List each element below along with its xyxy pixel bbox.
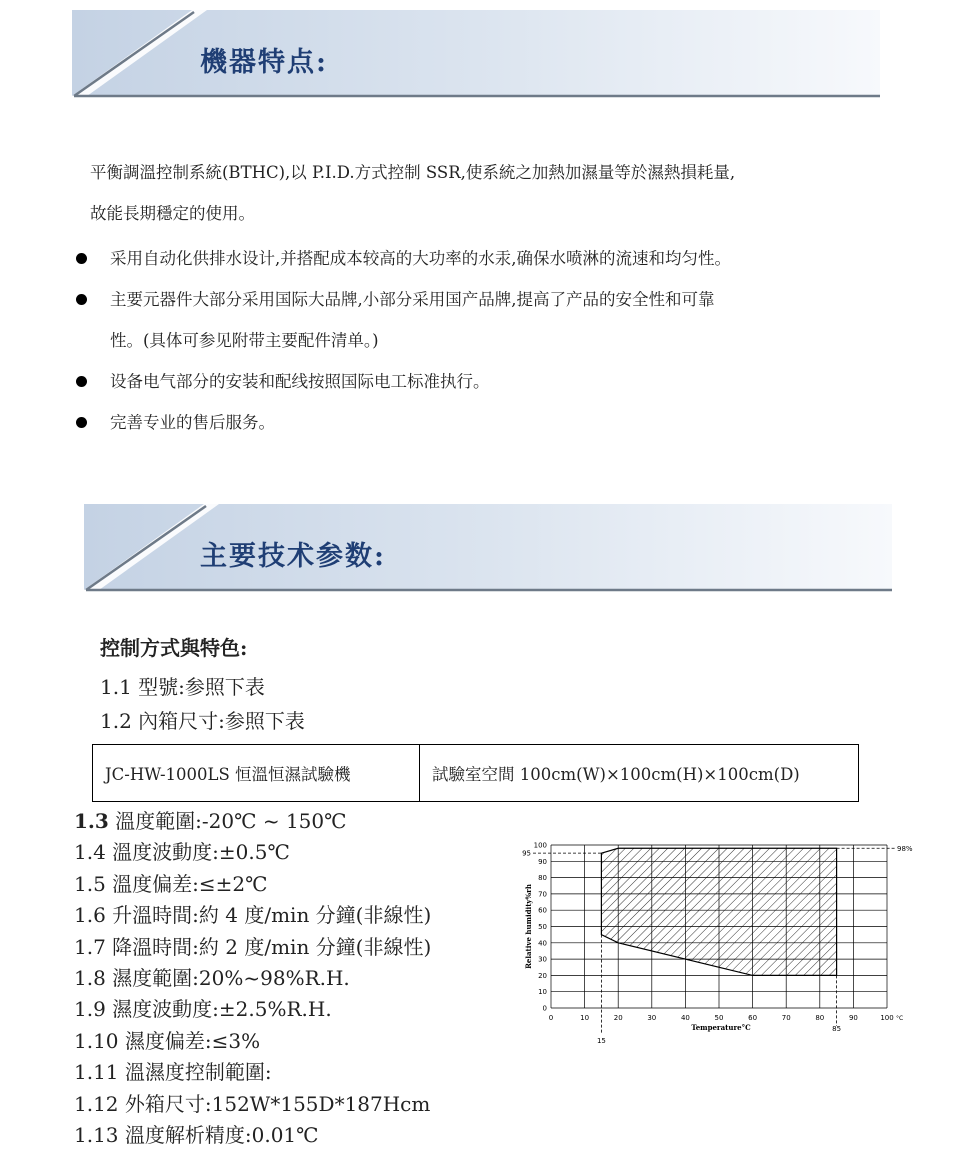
parameter-item bbox=[74, 1089, 431, 1120]
y-tick-label: 60 bbox=[538, 906, 547, 915]
x-tick-label: 10 bbox=[580, 1014, 590, 1022]
intro-line: 平衡調溫控制系統(BTHC),以 P.I.D.方式控制 SSR,使系統之加熱加濕量等於濕熱損耗量, bbox=[90, 163, 736, 182]
bullet-icon bbox=[76, 376, 87, 387]
annotation-15: 15 bbox=[596, 1037, 606, 1045]
y-tick-label: 70 bbox=[538, 890, 547, 899]
y-tick-label: 40 bbox=[538, 939, 547, 948]
parameter-number: 1.7 bbox=[74, 934, 106, 959]
x-tick-label: 40 bbox=[680, 1014, 690, 1022]
x-tick-label: 100 bbox=[880, 1014, 894, 1022]
x-tick-label: 0 bbox=[548, 1014, 554, 1022]
parameter-text: 溫度波動度:±0.5℃ bbox=[105, 840, 290, 865]
control-heading: 控制方式與特色: bbox=[100, 636, 248, 660]
x-tick-label: 70 bbox=[781, 1014, 791, 1022]
bullet-icon bbox=[76, 417, 87, 428]
parameter-number: 1.11 bbox=[74, 1060, 119, 1085]
space-cell: 試驗室空間 100cm(W)×100cm(H)×100cm(D) bbox=[432, 765, 800, 784]
parameter-item bbox=[74, 900, 431, 931]
spec-item-model: 1.1 型號:参照下表 bbox=[100, 675, 265, 699]
x-tick-label: 60 bbox=[748, 1014, 758, 1022]
list-item: 主要元器件大部分采用国际大品牌,小部分采用国产品牌,提高了产品的安全性和可靠 bbox=[72, 279, 922, 320]
features-banner bbox=[72, 10, 880, 100]
parameter-text: 溫度範圍:-20℃ ~ 150℃ bbox=[108, 809, 347, 833]
feature-list bbox=[72, 238, 922, 443]
bullet-icon bbox=[76, 294, 87, 305]
y-tick-label: 30 bbox=[538, 955, 547, 964]
parameter-text: 升溫時間:約 4 度/min 分鐘(非線性) bbox=[105, 903, 432, 928]
operating-region bbox=[601, 848, 836, 975]
parameter-item bbox=[74, 963, 431, 994]
spec-item-inner-size: 1.2 內箱尺寸:参照下表 bbox=[100, 709, 305, 733]
parameter-item bbox=[74, 1057, 431, 1088]
parameter-item bbox=[74, 932, 431, 963]
features-title: 機器特点: bbox=[200, 47, 328, 78]
x-tick-label: 50 bbox=[714, 1014, 724, 1022]
banner-graphic bbox=[72, 10, 880, 100]
y-axis-label: Relative humidity%rh bbox=[524, 884, 533, 969]
y-tick-label: 50 bbox=[538, 923, 547, 931]
model-table bbox=[92, 744, 859, 802]
x-tick-label: 80 bbox=[815, 1014, 825, 1022]
parameter-text: 外箱尺寸:152W*155D*187Hcm bbox=[118, 1091, 431, 1116]
parameter-number: 1.10 bbox=[74, 1028, 119, 1053]
parameter-item bbox=[74, 869, 431, 900]
list-item: 设备电气部分的安装和配线按照国际电工标准执行。 bbox=[72, 361, 922, 402]
parameter-text: 降溫時間:約 2 度/min 分鐘(非線性) bbox=[105, 934, 432, 959]
parameter-item bbox=[74, 806, 431, 837]
parameter-text: 溫度解析精度:0.01℃ bbox=[118, 1122, 319, 1147]
list-item-continuation: 性。(具体可参见附带主要配件清单。) bbox=[110, 331, 379, 350]
x-unit-label: °C bbox=[896, 1015, 904, 1022]
model-cell: JC-HW-1000LS 恒溫恒濕試驗機 bbox=[93, 745, 420, 801]
parameter-number: 1.6 bbox=[74, 903, 106, 928]
y-tick-label: 90 bbox=[538, 857, 547, 866]
x-tick-label: 20 bbox=[613, 1014, 623, 1022]
parameter-item bbox=[74, 994, 431, 1025]
parameter-number: 1.12 bbox=[74, 1091, 119, 1116]
y-tick-label: 10 bbox=[538, 988, 547, 997]
intro-paragraph bbox=[90, 152, 920, 234]
annotation-98: 98% bbox=[897, 844, 913, 853]
y-tick-label: 20 bbox=[538, 971, 547, 980]
x-tick-label: 90 bbox=[848, 1014, 858, 1022]
specs-banner bbox=[84, 504, 892, 594]
x-axis-label: Temperature°C bbox=[691, 1023, 751, 1032]
list-item: 完善专业的售后服务。 bbox=[72, 402, 922, 443]
annotation-95: 95 bbox=[522, 849, 531, 858]
parameter-item bbox=[74, 1026, 431, 1057]
parameter-text: 溫濕度控制範圍: bbox=[118, 1060, 272, 1085]
parameter-list bbox=[74, 806, 431, 1151]
parameter-number: 1.4 bbox=[74, 840, 106, 865]
parameter-text: 溫度偏差:≤±2℃ bbox=[105, 871, 268, 896]
bullet-icon bbox=[76, 253, 87, 264]
y-tick-label: 0 bbox=[542, 1004, 547, 1013]
parameter-number: 1.8 bbox=[74, 965, 106, 990]
humidity-temperature-chart bbox=[510, 836, 930, 1051]
parameter-item bbox=[74, 837, 431, 868]
x-tick-label: 30 bbox=[647, 1014, 657, 1022]
list-item: 采用自动化供排水设计,并搭配成本较高的大功率的水汞,确保水喷淋的流速和均匀性。 bbox=[72, 238, 922, 279]
parameter-text: 濕度偏差:≤3% bbox=[118, 1028, 261, 1053]
parameter-item bbox=[74, 1120, 431, 1151]
parameter-text: 濕度範圍:20%~98%R.H. bbox=[105, 965, 350, 990]
intro-line: 故能長期穩定的使用。 bbox=[90, 204, 255, 223]
parameter-number: 1.9 bbox=[74, 997, 106, 1022]
specs-title: 主要技术参数: bbox=[200, 541, 386, 572]
parameter-number: 1.5 bbox=[74, 871, 106, 896]
parameter-text: 濕度波動度:±2.5%R.H. bbox=[105, 997, 332, 1022]
annotation-85: 85 bbox=[832, 1025, 842, 1033]
y-tick-label: 80 bbox=[538, 874, 547, 883]
parameter-number: 1.3 bbox=[74, 809, 109, 833]
parameter-number: 1.13 bbox=[74, 1122, 119, 1147]
y-tick-label: 100 bbox=[533, 841, 547, 850]
